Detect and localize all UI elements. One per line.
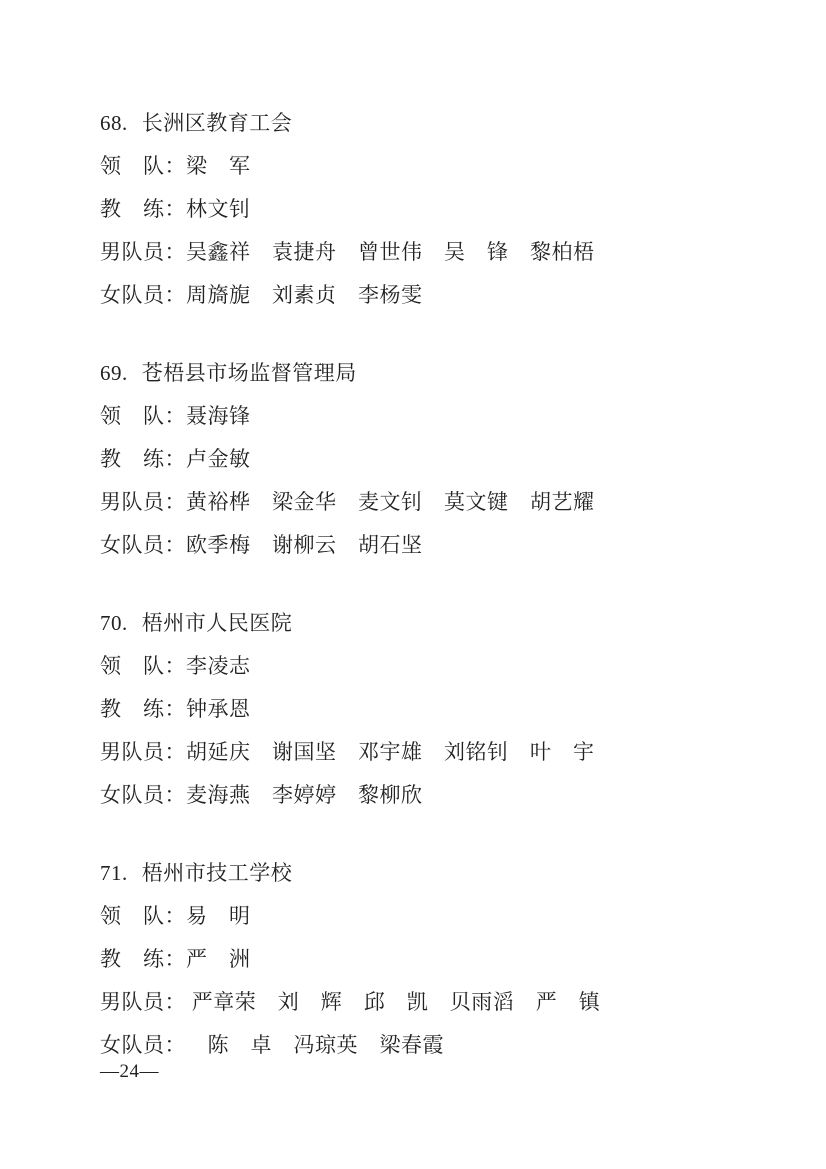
coach-label: 教 练：: [100, 947, 186, 971]
leader-name: 聂海锋: [186, 404, 251, 428]
female-members-line: [100, 524, 750, 567]
male-members-names: 黄裕桦 梁金华 麦文钊 莫文键 胡艺耀: [186, 490, 595, 514]
female-members-names: 陈 卓 冯琼英 梁春霞: [186, 1033, 444, 1057]
team-number: 69.: [100, 361, 128, 385]
male-members-line: [100, 231, 750, 274]
team-heading: [100, 602, 750, 645]
coach-label: 教 练：: [100, 697, 186, 721]
team-heading: [100, 352, 750, 395]
male-members-names: 胡延庆 谢国坚 邓宇雄 刘铭钊 叶 宇: [186, 740, 595, 764]
male-members-line: [100, 481, 750, 524]
coach-name: 严 洲: [186, 947, 251, 971]
male-members-label: 男队员：: [100, 240, 186, 264]
team-number: 70.: [100, 611, 128, 635]
leader-label: 领 队：: [100, 904, 186, 928]
team-number: 71.: [100, 861, 128, 885]
team-section-69: [100, 352, 750, 567]
female-members-line: [100, 1024, 750, 1067]
female-members-label: 女队员：: [100, 1033, 186, 1057]
leader-label: 领 队：: [100, 154, 186, 178]
coach-line: [100, 688, 750, 731]
female-members-line: [100, 774, 750, 817]
coach-line: [100, 438, 750, 481]
male-members-line: [100, 981, 750, 1024]
male-members-label: 男队员：: [100, 490, 186, 514]
leader-name: 易 明: [186, 904, 251, 928]
coach-label: 教 练：: [100, 447, 186, 471]
male-members-names: 吴鑫祥 袁捷舟 曾世伟 吴 锋 黎柏梧: [186, 240, 595, 264]
male-members-label: 男队员：: [100, 740, 186, 764]
team-number: 68.: [100, 111, 128, 135]
leader-name: 梁 军: [186, 154, 251, 178]
team-section-68: [100, 102, 750, 317]
male-members-line: [100, 731, 750, 774]
leader-line: [100, 145, 750, 188]
female-members-label: 女队员：: [100, 533, 186, 557]
coach-line: [100, 188, 750, 231]
coach-name: 卢金敏: [186, 447, 251, 471]
team-section-71: [100, 852, 750, 1067]
leader-label: 领 队：: [100, 404, 186, 428]
male-members-label: 男队员：: [100, 990, 186, 1014]
page-footer: [100, 1059, 159, 1085]
leader-line: [100, 395, 750, 438]
team-name: 长洲区教育工会: [141, 111, 293, 135]
female-members-names: 欧季梅 谢柳云 胡石坚: [186, 533, 423, 557]
male-members-names: 严章荣 刘 辉 邱 凯 贝雨滔 严 镇: [186, 990, 601, 1014]
page-content: [100, 102, 750, 1102]
team-heading: [100, 852, 750, 895]
team-name: 苍梧县市场监督管理局: [141, 361, 357, 385]
team-name: 梧州市人民医院: [141, 611, 293, 635]
team-section-70: [100, 602, 750, 817]
female-members-names: 麦海燕 李婷婷 黎柳欣: [186, 783, 423, 807]
leader-name: 李凌志: [186, 654, 251, 678]
team-heading: [100, 102, 750, 145]
team-name: 梧州市技工学校: [141, 861, 293, 885]
coach-label: 教 练：: [100, 197, 186, 221]
coach-line: [100, 938, 750, 981]
leader-line: [100, 895, 750, 938]
leader-line: [100, 645, 750, 688]
coach-name: 林文钊: [186, 197, 251, 221]
female-members-line: [100, 274, 750, 317]
page-number: —24—: [100, 1061, 159, 1082]
leader-label: 领 队：: [100, 654, 186, 678]
coach-name: 钟承恩: [186, 697, 251, 721]
female-members-label: 女队员：: [100, 283, 186, 307]
female-members-label: 女队员：: [100, 783, 186, 807]
female-members-names: 周旖旎 刘素贞 李杨雯: [186, 283, 423, 307]
